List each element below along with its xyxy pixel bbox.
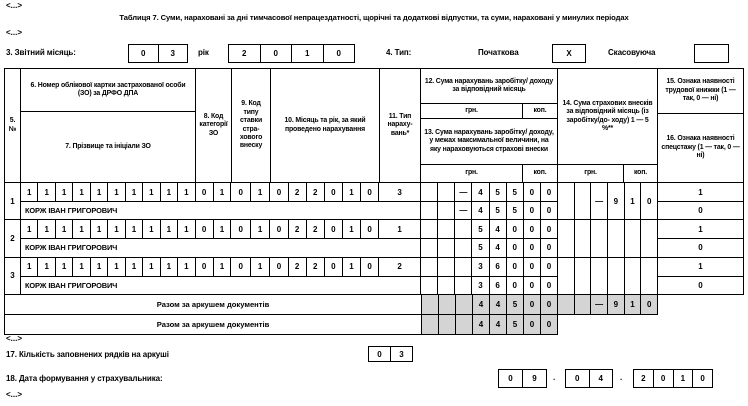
digit-cell: 1 [108,220,125,238]
digit-cell: 2 [289,220,307,238]
digit-cell: 0 [541,295,558,315]
reporting-year-boxes[interactable] [228,44,355,63]
totals-col13-cells [422,315,558,335]
digit-cell [625,220,642,256]
row-digit-line [21,183,420,202]
digit-cell: 1 [126,258,143,276]
header-col11 [380,69,421,182]
col15-16-block [658,220,743,256]
type-label: 4. Тип: [386,48,412,57]
table-row [5,183,743,220]
formation-date-label: 18. Дата формування у страхувальника: [6,374,163,383]
date-dot: . [553,373,556,382]
digit-cell: 1 [91,258,108,276]
month-year-cells [270,258,379,276]
header-col11-text: 11. Тип нараху- вань* [387,112,413,137]
digit-cell: 0 [325,258,343,276]
digit-cell: 5 [507,202,524,219]
header-col15: 15. Ознака наявності трудової книжки (1 — так, 0 — ні) [665,78,736,103]
col13-cells [421,202,557,219]
digit-cell: 1 [674,370,694,387]
digit-cell: 0 [336,49,341,58]
digit-cell: 4 [490,220,507,238]
col16-value: 0 [698,206,703,216]
digit-cell: 2 [289,258,307,276]
header-col13-units [421,164,557,182]
rate-type-code-cells [231,258,270,276]
digit-cell [438,220,455,238]
digit-cell [558,258,575,294]
digit-cell: 1 [91,183,108,201]
digit-cell: 0 [546,206,552,216]
digit-cell: 0 [524,258,541,276]
reporting-month-label: 3. Звітний місяць: [6,48,76,57]
digit-cell: 1 [251,258,270,276]
digit-cell: 0 [361,258,379,276]
digit-cell [456,315,473,335]
digit-cell: 0 [507,277,524,294]
digit-cell [575,295,592,315]
digit-cell [422,315,439,335]
digit-cell [438,183,455,201]
digit-cell [421,220,438,238]
col12-13-block [421,258,558,294]
digit-cell: 3 [399,349,404,359]
totals-col12-cells [422,295,558,315]
row-person-block [21,220,421,256]
digit-cell: 9 [608,183,625,219]
header-col6: 6. Номер облікової картки застрахованої особи (ЗО) за ДРФО ДПА [30,81,186,97]
digit-cell [455,220,472,238]
col15-value: 1 [658,258,743,277]
digit-cell: 0 [270,258,288,276]
digit-cell: — [455,183,472,201]
digit-cell: — [591,183,608,219]
digit-cell: 0 [369,347,391,361]
digit-cell [421,258,438,276]
digit-cell [438,277,455,294]
digit-cell: 1 [56,258,73,276]
digit-cell: 0 [325,220,343,238]
header-col67 [21,69,196,182]
table-row [5,258,743,294]
header-col9-text: 9. Код типу ставки стра- хового внеску [239,100,263,150]
digit-cell: 0 [524,277,541,294]
digit-cell: 0 [546,280,552,290]
header-col5 [5,69,21,182]
digit-cell: 1 [343,220,361,238]
digit-cell: 1 [214,183,232,201]
col12-13-block [421,220,558,256]
digit-cell [455,258,472,276]
header-col8 [196,69,232,182]
digit-cell [558,183,575,219]
digit-cell: 6 [490,258,507,276]
digit-cell [575,183,592,219]
digit-cell [438,202,455,219]
header-col8-text: 8. Код категорії ЗО [199,112,228,137]
digit-cell: 1 [343,183,361,201]
digit-cell: 1 [178,220,195,238]
digit-cell: 3 [472,258,489,276]
col14-cells [558,183,658,219]
digit-cell: 1 [625,183,642,219]
hrn-label: грн. [421,104,523,118]
hrn-label: грн. [421,165,523,182]
digit-cell [439,295,456,315]
digit-cell: 0 [325,183,343,201]
row-person-block [21,183,421,219]
totals-label: Разом за аркушем документів [4,295,422,315]
date-month-boxes[interactable] [565,369,613,388]
digit-cell: 5 [472,220,489,238]
reporting-month-boxes[interactable] [128,44,188,63]
digit-cell: 1 [161,183,178,201]
digit-cell: 2 [229,45,261,62]
digit-cell: 0 [231,258,250,276]
digit-cell: 2 [307,183,325,201]
digit-cell [558,220,575,256]
header-col9 [232,69,271,182]
digit-cell: 6 [490,277,507,294]
digit-cell: 0 [231,183,250,201]
digit-cell [422,295,439,315]
person-name: КОРЖ ІВАН ГРИГОРОВИЧ [25,206,118,216]
digit-cell: 0 [546,262,552,272]
digit-cell [439,315,456,335]
month-year-cells [270,220,379,238]
digit-cell: 0 [361,220,379,238]
digit-cell: 0 [231,220,250,238]
category-code-cells [196,183,232,201]
row-digit-line [21,220,420,239]
person-name: КОРЖ ІВАН ГРИГОРОВИЧ [25,280,118,290]
accrual-type-cell: 1 [397,224,402,234]
header-col5-number: 5. [9,117,16,125]
digit-cell [455,277,472,294]
header-col13: 13. Сума нарахувань заробітку/ доходу, у межах максимальної величини, на яку нараховуються страхові внески [421,118,557,164]
col14-cells [558,258,658,294]
digit-cell [438,239,455,256]
digit-cell: 4 [473,295,490,315]
digit-cell: — [591,295,608,315]
digit-cell: 0 [524,183,541,201]
digit-cell: 0 [129,45,159,62]
digit-cell: 2 [289,183,307,201]
col13-cells [421,239,557,256]
digit-cell: 1 [143,258,160,276]
filled-rows-boxes[interactable] [368,346,413,362]
digit-cell: 1 [343,258,361,276]
form-title: Таблиця 7. Суми, нараховані за дні тимчасової непрацездатності, щорічні та додаткові відпустки, та суми, нараховані у минулих періодах [119,13,629,22]
header-col10 [271,69,380,182]
digit-cell: 4 [473,315,490,335]
row-number: 2 [5,220,21,256]
col12-cells [421,258,557,277]
digit-cell: 0 [646,196,652,206]
digit-cell: 1 [292,45,324,62]
header-col12-13 [421,69,558,182]
ellipsis-top: <...> [6,1,23,10]
digit-cell: 9 [532,374,537,383]
col15-16-block [658,258,743,294]
hrn-label: грн. [558,165,624,182]
digit-cell [641,258,657,294]
digit-cell: 1 [126,220,143,238]
digit-cell: 0 [499,370,523,387]
digit-cell: 1 [108,183,125,201]
digit-cell: 2 [634,370,654,387]
header-col7: 7. Прізвище та ініціали ЗО [21,111,195,182]
col15-16-block [658,183,743,219]
id-number-cells [21,220,196,238]
digit-cell: 0 [270,220,288,238]
accrual-type-cell: 2 [397,262,402,272]
digit-cell: 0 [507,258,524,276]
digit-cell: 1 [21,183,38,201]
category-code-cells [196,258,232,276]
col16-value: 0 [698,243,703,253]
digit-cell: 0 [546,224,552,234]
date-dot: . [620,373,623,382]
digit-cell: 5 [507,295,524,315]
digit-cell [608,220,625,256]
digit-cell [438,258,455,276]
row-number: 3 [5,258,21,294]
digit-cell: 0 [641,295,658,315]
header-col14-units [558,164,657,182]
header-col16: 16. Ознака наявності спецстажу (1 — так, 0 — ні) [658,113,743,182]
digit-cell: 1 [178,183,195,201]
table7-grid [4,68,744,295]
type-cancel-label: Скасовуюча [608,48,656,57]
col13-cells [421,277,557,294]
id-number-cells [21,183,196,201]
digit-cell: 0 [546,187,552,197]
digit-cell: 0 [196,258,214,276]
person-name: КОРЖ ІВАН ГРИГОРОВИЧ [25,243,118,253]
digit-cell: 4 [490,239,507,256]
digit-cell [591,258,608,294]
digit-cell [456,295,473,315]
kop-label: коп. [533,106,547,114]
digit-cell: 1 [21,258,38,276]
digit-cell: 0 [566,370,590,387]
digit-cell: 1 [251,220,270,238]
col16-value: 0 [698,280,703,290]
digit-cell: 1 [91,220,108,238]
digit-cell: 1 [108,258,125,276]
type-cancel-checkbox[interactable] [694,44,729,63]
header-col5-numero: № [8,125,17,133]
digit-cell: 1 [143,220,160,238]
accrual-type-cell: 3 [397,187,402,197]
table-row [5,220,743,257]
digit-cell: 1 [143,183,160,201]
ellipsis-mid: <...> [6,28,23,37]
digit-cell: 0 [507,220,524,238]
digit-cell: 0 [261,45,293,62]
header-col14-text: 14. Сума страхових внесків за відповідний місяць (із заробітку/до- ходу) 1 — 5 %** [562,99,653,132]
col12-13-block [421,183,558,219]
digit-cell: 0 [524,239,541,256]
header-col12-units [421,103,557,118]
digit-cell: 5 [490,202,507,219]
digit-cell: 4 [490,295,507,315]
digit-cell [575,220,592,256]
digit-cell: 0 [507,239,524,256]
digit-cell: 0 [270,183,288,201]
digit-cell [575,258,592,294]
row-number: 1 [5,183,21,219]
digit-cell: 1 [56,183,73,201]
digit-cell: 1 [161,220,178,238]
digit-cell: 1 [38,220,55,238]
digit-cell: 0 [546,243,552,253]
col15-value: 1 [658,183,743,202]
digit-cell [641,220,657,256]
digit-cell: 0 [541,315,558,335]
year-label: рік [198,48,209,57]
digit-cell [558,295,575,315]
row-digit-line [21,258,420,277]
digit-cell: 3 [170,49,175,58]
date-day-boxes[interactable] [498,369,547,388]
digit-cell: — [455,202,472,219]
digit-cell: 4 [490,315,507,335]
digit-cell: 1 [38,183,55,201]
totals-row-1 [4,295,744,315]
digit-cell [421,183,438,201]
digit-cell: 2 [307,258,325,276]
digit-cell [608,258,625,294]
digit-cell [591,220,608,256]
category-code-cells [196,220,232,238]
digit-cell [421,202,438,219]
header-col14 [558,69,658,182]
digit-cell: 0 [196,183,214,201]
header-col15-16 [658,69,743,182]
digit-cell: 1 [178,258,195,276]
digit-cell: 0 [361,183,379,201]
digit-cell: 1 [38,258,55,276]
digit-cell: 1 [73,183,90,201]
rate-type-code-cells [231,220,270,238]
date-year-boxes[interactable] [633,369,713,388]
totals-col14-cells [558,295,658,315]
rate-type-code-cells [231,183,270,201]
digit-cell: 0 [524,202,541,219]
digit-cell: 1 [73,220,90,238]
col15-value: 1 [658,220,743,239]
digit-cell [421,277,438,294]
digit-cell: 2 [307,220,325,238]
digit-cell: 0 [524,295,541,315]
totals-label: Разом за аркушем документів [4,315,422,335]
kop-label: коп. [533,169,547,177]
type-initial-checkbox[interactable]: X [552,44,586,63]
digit-cell: 5 [490,183,507,201]
digit-cell: 5 [472,239,489,256]
digit-cell: 3 [472,277,489,294]
digit-cell: 0 [700,374,705,383]
digit-cell: 1 [161,258,178,276]
header-col12: 12. Сума нарахувань заробітку/ доходу за відповідний місяць [424,77,554,93]
digit-cell: 9 [608,295,625,315]
digit-cell [625,258,642,294]
digit-cell: 0 [524,220,541,238]
month-year-cells [270,183,379,201]
header-col10-text: 10. Місяць та рік, за який проведено нарахування [284,117,366,133]
filled-rows-label: 17. Кількість заповнених рядків на аркуші [6,350,169,359]
type-initial-label: Початкова [478,48,519,57]
digit-cell [421,239,438,256]
digit-cell: 1 [251,183,270,201]
digit-cell: 4 [472,202,489,219]
digit-cell: 0 [196,220,214,238]
digit-cell: 1 [214,258,232,276]
col12-cells [421,183,557,202]
digit-cell: 4 [472,183,489,201]
digit-cell: 1 [214,220,232,238]
digit-cell: 1 [73,258,90,276]
row-person-block [21,258,421,294]
digit-cell: 1 [56,220,73,238]
totals-row-2 [4,315,744,335]
digit-cell: 1 [625,295,642,315]
digit-cell: 1 [21,220,38,238]
col14-cells [558,220,658,256]
id-number-cells [21,258,196,276]
digit-cell: 5 [507,183,524,201]
digit-cell: 1 [126,183,143,201]
digit-cell: 5 [507,315,524,335]
col12-cells [421,220,557,239]
kop-label: коп. [633,169,648,177]
digit-cell: 4 [598,374,603,383]
digit-cell: 0 [524,315,541,335]
table7 [4,68,744,335]
ellipsis-bottom: <...> [6,390,23,399]
digit-cell: 0 [654,370,674,387]
table-header-row [5,69,743,183]
ellipsis-after-table: <...> [6,334,23,343]
digit-cell [455,239,472,256]
